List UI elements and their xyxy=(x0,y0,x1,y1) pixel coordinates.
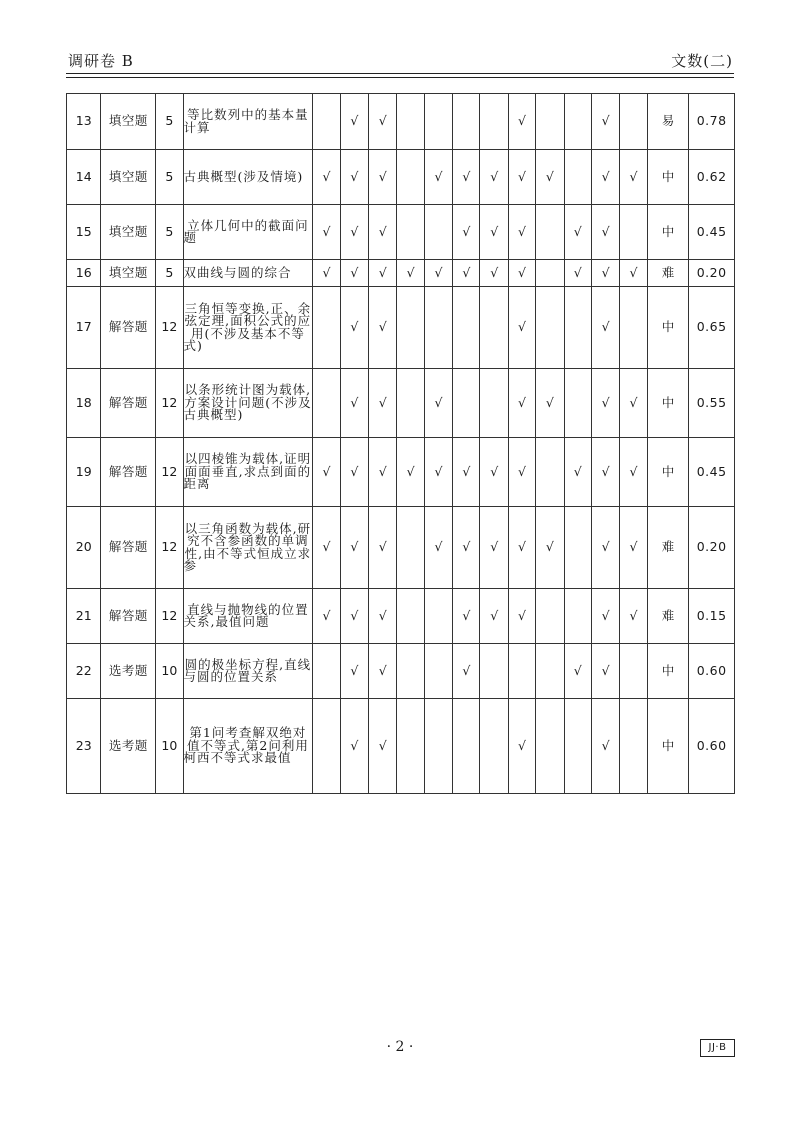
question-score: 10 xyxy=(156,644,183,699)
question-score: 5 xyxy=(156,150,183,205)
check-mark-icon: √ xyxy=(480,507,508,589)
check-mark-icon: √ xyxy=(480,205,508,260)
check-cell xyxy=(424,287,452,369)
check-mark-icon: √ xyxy=(591,699,619,794)
question-type: 解答题 xyxy=(101,369,156,438)
question-type: 解答题 xyxy=(101,507,156,589)
question-topic: 等比数列中的基本量计算 xyxy=(183,94,313,150)
check-cell xyxy=(620,287,647,369)
check-cell xyxy=(536,287,564,369)
question-type: 填空题 xyxy=(101,94,156,150)
question-topic: 以四棱锥为载体,证明面面垂直,求点到面的距离 xyxy=(183,438,313,507)
check-cell xyxy=(480,369,508,438)
header-rule-thin xyxy=(66,77,734,78)
check-cell xyxy=(397,589,424,644)
check-mark-icon: √ xyxy=(313,589,340,644)
check-mark-icon: √ xyxy=(620,438,647,507)
check-mark-icon: √ xyxy=(564,644,591,699)
check-mark-icon: √ xyxy=(620,507,647,589)
check-mark-icon: √ xyxy=(508,260,535,287)
difficulty-level: 中 xyxy=(647,369,689,438)
check-cell xyxy=(313,94,340,150)
check-cell xyxy=(313,287,340,369)
question-score: 12 xyxy=(156,369,183,438)
check-cell xyxy=(620,699,647,794)
check-cell xyxy=(397,369,424,438)
check-mark-icon: √ xyxy=(369,507,397,589)
check-mark-icon: √ xyxy=(591,507,619,589)
check-mark-icon: √ xyxy=(340,287,368,369)
check-mark-icon: √ xyxy=(508,699,535,794)
question-type: 解答题 xyxy=(101,589,156,644)
check-cell xyxy=(424,94,452,150)
table-row xyxy=(67,699,735,794)
question-score: 12 xyxy=(156,589,183,644)
check-cell xyxy=(620,644,647,699)
difficulty-level: 中 xyxy=(647,287,689,369)
check-cell xyxy=(397,699,424,794)
check-mark-icon: √ xyxy=(369,94,397,150)
check-mark-icon: √ xyxy=(340,369,368,438)
question-topic: 以条形统计图为载体,方案设计问题(不涉及古典概型) xyxy=(183,369,313,438)
check-mark-icon: √ xyxy=(591,589,619,644)
check-mark-icon: √ xyxy=(424,150,452,205)
question-score: 12 xyxy=(156,438,183,507)
table-row xyxy=(67,94,735,150)
check-cell xyxy=(564,369,591,438)
table-row xyxy=(67,205,735,260)
check-mark-icon: √ xyxy=(536,507,564,589)
question-type: 解答题 xyxy=(101,438,156,507)
check-mark-icon: √ xyxy=(340,507,368,589)
check-mark-icon: √ xyxy=(564,260,591,287)
check-mark-icon: √ xyxy=(424,438,452,507)
check-mark-icon: √ xyxy=(369,150,397,205)
difficulty-level: 中 xyxy=(647,699,689,794)
check-cell xyxy=(424,644,452,699)
check-mark-icon: √ xyxy=(591,260,619,287)
check-cell xyxy=(480,699,508,794)
check-cell xyxy=(564,699,591,794)
check-mark-icon: √ xyxy=(508,438,535,507)
check-mark-icon: √ xyxy=(313,438,340,507)
question-type: 选考题 xyxy=(101,644,156,699)
difficulty-level: 难 xyxy=(647,589,689,644)
check-mark-icon: √ xyxy=(313,260,340,287)
check-mark-icon: √ xyxy=(453,507,480,589)
difficulty-level: 难 xyxy=(647,507,689,589)
question-type: 填空题 xyxy=(101,205,156,260)
table-row xyxy=(67,369,735,438)
check-mark-icon: √ xyxy=(453,150,480,205)
difficulty-level: 中 xyxy=(647,150,689,205)
table-row xyxy=(67,438,735,507)
question-score: 12 xyxy=(156,507,183,589)
question-type: 解答题 xyxy=(101,287,156,369)
question-score: 5 xyxy=(156,94,183,150)
question-number: 15 xyxy=(67,205,101,260)
check-mark-icon: √ xyxy=(424,260,452,287)
expected-score-rate: 0.55 xyxy=(689,369,735,438)
expected-score-rate: 0.45 xyxy=(689,438,735,507)
check-mark-icon: √ xyxy=(340,260,368,287)
question-topic: 三角恒等变换,正、余弦定理,面积公式的应用(不涉及基本不等式) xyxy=(183,287,313,369)
check-cell xyxy=(536,589,564,644)
check-cell xyxy=(480,94,508,150)
question-topic: 圆的极坐标方程,直线与圆的位置关系 xyxy=(183,644,313,699)
check-mark-icon: √ xyxy=(591,438,619,507)
expected-score-rate: 0.20 xyxy=(689,507,735,589)
question-number: 21 xyxy=(67,589,101,644)
check-cell xyxy=(564,150,591,205)
check-mark-icon: √ xyxy=(536,150,564,205)
check-cell xyxy=(397,94,424,150)
check-mark-icon: √ xyxy=(369,205,397,260)
check-mark-icon: √ xyxy=(369,287,397,369)
question-score: 12 xyxy=(156,287,183,369)
page-number: · 2 · xyxy=(386,1039,414,1055)
check-mark-icon: √ xyxy=(620,260,647,287)
check-cell xyxy=(453,699,480,794)
table-row xyxy=(67,260,735,287)
check-mark-icon: √ xyxy=(313,150,340,205)
check-mark-icon: √ xyxy=(453,589,480,644)
check-mark-icon: √ xyxy=(340,150,368,205)
check-mark-icon: √ xyxy=(369,644,397,699)
question-number: 18 xyxy=(67,369,101,438)
check-mark-icon: √ xyxy=(536,369,564,438)
question-topic: 立体几何中的截面问题 xyxy=(183,205,313,260)
check-cell xyxy=(397,644,424,699)
question-topic: 直线与抛物线的位置关系,最值问题 xyxy=(183,589,313,644)
question-number: 23 xyxy=(67,699,101,794)
question-number: 14 xyxy=(67,150,101,205)
check-cell xyxy=(620,205,647,260)
expected-score-rate: 0.45 xyxy=(689,205,735,260)
table-row xyxy=(67,287,735,369)
check-cell xyxy=(508,644,535,699)
check-mark-icon: √ xyxy=(424,507,452,589)
check-mark-icon: √ xyxy=(397,260,424,287)
check-mark-icon: √ xyxy=(508,369,535,438)
check-mark-icon: √ xyxy=(508,287,535,369)
check-mark-icon: √ xyxy=(620,589,647,644)
check-mark-icon: √ xyxy=(369,589,397,644)
check-cell xyxy=(564,589,591,644)
check-mark-icon: √ xyxy=(340,589,368,644)
difficulty-level: 中 xyxy=(647,644,689,699)
question-topic: 第1问考查解双绝对值不等式,第2问利用柯西不等式求最值 xyxy=(183,699,313,794)
question-number: 22 xyxy=(67,644,101,699)
analysis-table xyxy=(66,93,735,794)
check-cell xyxy=(536,205,564,260)
check-cell xyxy=(313,699,340,794)
question-number: 19 xyxy=(67,438,101,507)
check-mark-icon: √ xyxy=(453,644,480,699)
check-cell xyxy=(424,699,452,794)
question-score: 10 xyxy=(156,699,183,794)
check-mark-icon: √ xyxy=(453,438,480,507)
check-cell xyxy=(480,644,508,699)
check-mark-icon: √ xyxy=(369,260,397,287)
difficulty-level: 难 xyxy=(647,260,689,287)
question-topic: 双曲线与圆的综合 xyxy=(183,260,313,287)
expected-score-rate: 0.60 xyxy=(689,644,735,699)
check-cell xyxy=(536,94,564,150)
table-row xyxy=(67,507,735,589)
question-score: 5 xyxy=(156,205,183,260)
check-cell xyxy=(480,287,508,369)
expected-score-rate: 0.62 xyxy=(689,150,735,205)
check-mark-icon: √ xyxy=(480,260,508,287)
expected-score-rate: 0.20 xyxy=(689,260,735,287)
check-mark-icon: √ xyxy=(369,699,397,794)
check-mark-icon: √ xyxy=(620,150,647,205)
check-mark-icon: √ xyxy=(480,150,508,205)
check-mark-icon: √ xyxy=(591,644,619,699)
check-mark-icon: √ xyxy=(453,205,480,260)
check-mark-icon: √ xyxy=(340,205,368,260)
check-cell xyxy=(313,369,340,438)
paper-code-badge: JJ·B xyxy=(700,1039,735,1057)
check-mark-icon: √ xyxy=(480,589,508,644)
check-mark-icon: √ xyxy=(591,94,619,150)
check-mark-icon: √ xyxy=(564,205,591,260)
table-row xyxy=(67,644,735,699)
check-mark-icon: √ xyxy=(313,205,340,260)
question-number: 20 xyxy=(67,507,101,589)
check-mark-icon: √ xyxy=(591,150,619,205)
check-cell xyxy=(313,644,340,699)
check-mark-icon: √ xyxy=(340,699,368,794)
difficulty-level: 中 xyxy=(647,438,689,507)
question-number: 17 xyxy=(67,287,101,369)
header-rule-thick xyxy=(66,73,734,74)
question-score: 5 xyxy=(156,260,183,287)
check-cell xyxy=(424,205,452,260)
check-cell xyxy=(397,150,424,205)
check-cell xyxy=(536,644,564,699)
table-row xyxy=(67,589,735,644)
check-cell xyxy=(620,94,647,150)
header-subject: 文数(二) xyxy=(671,52,733,70)
check-cell xyxy=(453,369,480,438)
check-mark-icon: √ xyxy=(508,205,535,260)
header-paper-title: 调研卷 B xyxy=(68,52,134,70)
question-number: 16 xyxy=(67,260,101,287)
question-number: 13 xyxy=(67,94,101,150)
check-mark-icon: √ xyxy=(340,94,368,150)
check-mark-icon: √ xyxy=(397,438,424,507)
question-topic: 以三角函数为载体,研究不含参函数的单调性,由不等式恒成立求参 xyxy=(183,507,313,589)
expected-score-rate: 0.60 xyxy=(689,699,735,794)
expected-score-rate: 0.65 xyxy=(689,287,735,369)
check-mark-icon: √ xyxy=(453,260,480,287)
check-mark-icon: √ xyxy=(591,205,619,260)
table-body xyxy=(67,94,735,794)
table-row xyxy=(67,150,735,205)
expected-score-rate: 0.15 xyxy=(689,589,735,644)
check-cell xyxy=(397,507,424,589)
check-mark-icon: √ xyxy=(508,94,535,150)
check-mark-icon: √ xyxy=(340,438,368,507)
check-mark-icon: √ xyxy=(480,438,508,507)
check-mark-icon: √ xyxy=(564,438,591,507)
check-mark-icon: √ xyxy=(508,589,535,644)
expected-score-rate: 0.78 xyxy=(689,94,735,150)
check-cell xyxy=(424,589,452,644)
check-cell xyxy=(564,507,591,589)
check-cell xyxy=(536,260,564,287)
check-cell xyxy=(564,287,591,369)
check-mark-icon: √ xyxy=(424,369,452,438)
difficulty-level: 易 xyxy=(647,94,689,150)
check-mark-icon: √ xyxy=(591,287,619,369)
check-cell xyxy=(536,438,564,507)
check-cell xyxy=(397,205,424,260)
question-type: 填空题 xyxy=(101,260,156,287)
question-type: 选考题 xyxy=(101,699,156,794)
check-cell xyxy=(397,287,424,369)
check-mark-icon: √ xyxy=(313,507,340,589)
question-topic: 古典概型(涉及情境) xyxy=(183,150,313,205)
check-mark-icon: √ xyxy=(508,150,535,205)
check-cell xyxy=(453,287,480,369)
check-cell xyxy=(536,699,564,794)
check-mark-icon: √ xyxy=(369,438,397,507)
difficulty-level: 中 xyxy=(647,205,689,260)
check-mark-icon: √ xyxy=(369,369,397,438)
check-cell xyxy=(453,94,480,150)
question-type: 填空题 xyxy=(101,150,156,205)
check-mark-icon: √ xyxy=(591,369,619,438)
check-mark-icon: √ xyxy=(340,644,368,699)
check-mark-icon: √ xyxy=(508,507,535,589)
check-cell xyxy=(564,94,591,150)
check-mark-icon: √ xyxy=(620,369,647,438)
